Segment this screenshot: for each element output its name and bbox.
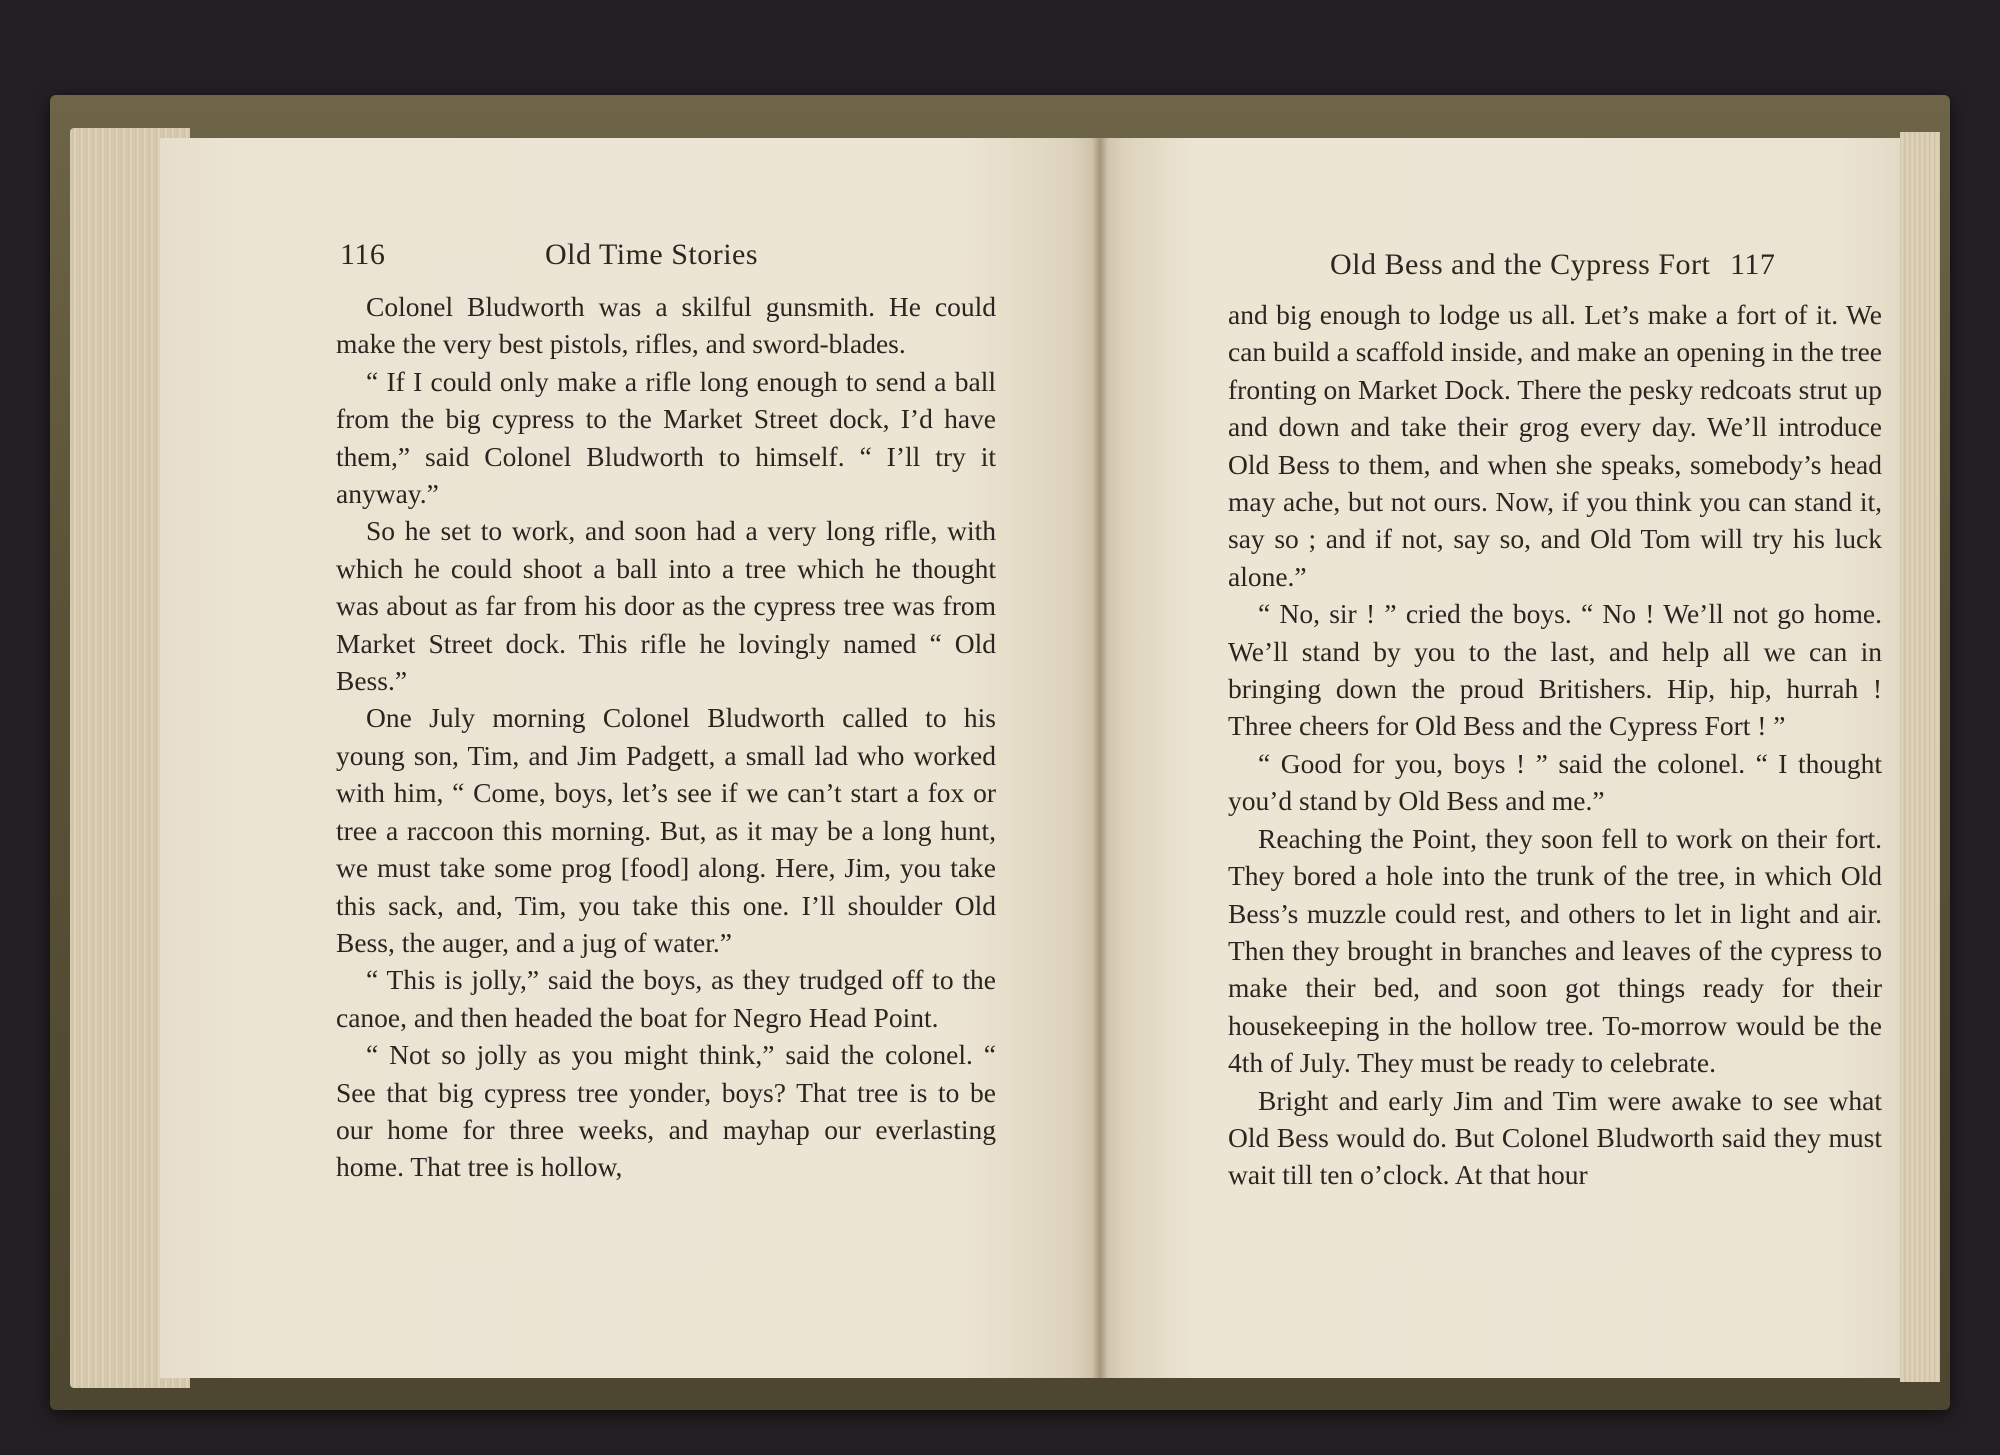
book-gutter — [1092, 138, 1108, 1378]
paragraph: One July morning Colonel Bludworth called to his young son, Tim, and Jim Padgett, a small lad who worked with him, “ Come, boys, let’s see if we can’t start a fox or tree a raccoon this morning. But, as it may be a long hunt, we must take some prog [food] along. Here, Jim, you take this sack, and, Tim, you take this one. I’ll shoulder Old Bess, the auger, and a jug of water.” — [336, 702, 996, 958]
paragraph: “ No, sir ! ” cried the boys. “ No ! We’ll not go home. We’ll stand by you to the last, and help all we can in bringing down the proud Britishers. Hip, hip, hurrah ! Three cheers for Old Bess and the Cypress Fort ! ” — [1228, 598, 1882, 742]
paragraph: “ Not so jolly as you might think,” said the colonel. “ See that big cypress tree yonder, boys? That tree is to be our home for three weeks, and mayhap our everlasting home. That tree is hollow, — [336, 1039, 996, 1183]
left-page-text — [336, 288, 996, 1186]
paragraph: “ If I could only make a rifle long enough to send a ball from the big cypress to the Market Street dock, I’d have them,” said Colonel Bludworth to himself. “ I’ll try it anyway.” — [336, 365, 996, 510]
paragraph: Colonel Bludworth was a skilful gunsmith. He could make the very best pistols, rifles, and sword-blades. — [336, 291, 996, 360]
right-page — [1100, 138, 1900, 1378]
paragraph: “ Good for you, boys ! ” said the colonel. “ I thought you’d stand by Old Bess and me.” — [1228, 747, 1882, 817]
paragraph: Reaching the Point, they soon fell to work on their fort. They bored a hole into the trunk of the tree, in which Old Bess’s muzzle could rest, and others to let in light and air. Then they brought in branches and leaves of the cypress to make their bed, and soon got things ready for their housekeeping in the hollow tree. To-morrow would be the 4th of July. They must be ready to celebrate. — [1228, 822, 1882, 1079]
page-edges-right — [1900, 132, 1940, 1382]
left-page-number: 116 — [340, 238, 386, 271]
left-page — [160, 138, 1100, 1378]
open-book — [70, 110, 1940, 1400]
paragraph: and big enough to lodge us all. Let’s make a fort of it. We can build a scaffold inside, and make an opening in the tree fronting on Market Dock. There the pesky redcoats strut up and down and take their grog every day. We’ll introduce Old Bess to them, and when she speaks, somebody’s head may ache, but not ours. Now, if you think you can stand it, say so ; and if not, say so, and Old Tom will try his luck alone.” — [1228, 299, 1882, 592]
paragraph: So he set to work, and soon had a very long rifle, with which he could shoot a ball into a tree which he thought was about as far from his door as the cypress tree was from Market Street dock. This rifle he lovingly named “ Old Bess.” — [336, 515, 996, 697]
right-running-title: Old Bess and the Cypress Fort — [1330, 248, 1711, 281]
left-running-title: Old Time Stories — [545, 238, 759, 271]
right-page-number: 117 — [1730, 248, 1776, 281]
paragraph: “ This is jolly,” said the boys, as they trudged off to the canoe, and then headed the boat for Negro Head Point. — [336, 964, 996, 1033]
right-page-text — [1228, 296, 1882, 1194]
paragraph: Bright and early Jim and Tim were awake to see what Old Bess would do. But Colonel Bludworth said they must wait till ten o’clock. At that hour — [1228, 1084, 1882, 1191]
